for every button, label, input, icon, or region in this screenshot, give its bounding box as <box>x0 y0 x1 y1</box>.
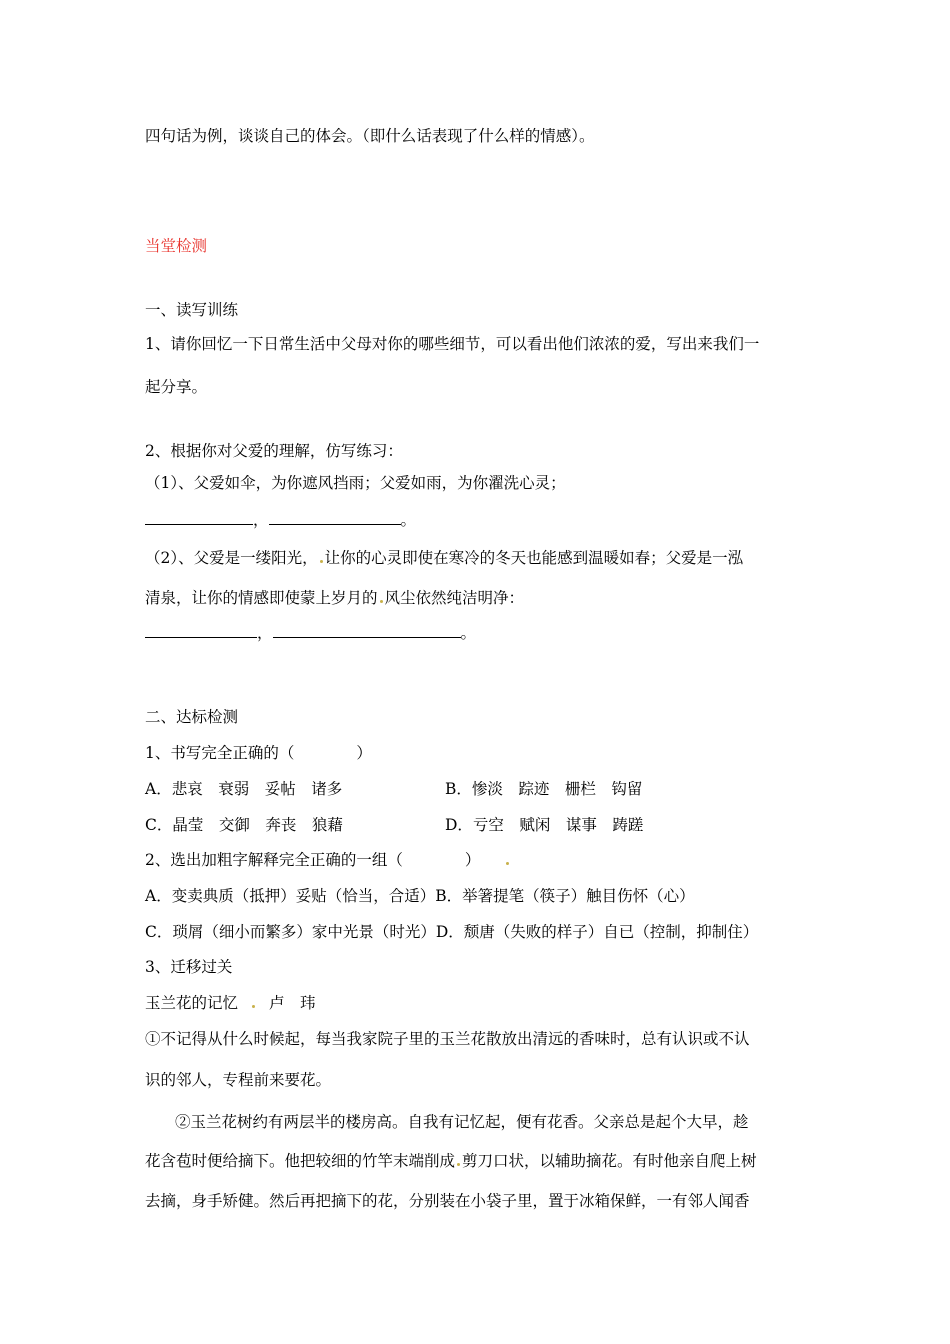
p2-text-b: 剪刀口状，以辅助摘花。有时他亲自爬上树 <box>462 1152 757 1170</box>
q1-options-ab <box>145 779 643 799</box>
sub2-text-d: 风尘依然纯洁明净： <box>384 589 525 607</box>
option-b[interactable]: B．惨淡 踪迹 栅栏 钩留 <box>445 780 643 798</box>
part1-heading: 一、读写训练 <box>145 301 239 319</box>
option-c[interactable]: C．晶莹 交御 奔丧 狼藉 <box>145 816 343 834</box>
paragraph-2-line2 <box>145 1151 757 1171</box>
sub2-text-b: 让你的心灵即使在寒冷的冬天也能感到温暖如春；父爱是一泓 <box>324 549 744 567</box>
answer-blank[interactable] <box>269 510 401 525</box>
q1-options-cd <box>145 815 644 835</box>
part1-sub2-line2 <box>145 588 524 608</box>
article-title: 玉兰花的记忆 <box>145 994 239 1012</box>
q2-text: 2、选出加粗字解释完全正确的一组（ ） <box>145 851 481 869</box>
period: 。 <box>400 511 417 529</box>
decorative-dot <box>252 1005 255 1008</box>
part2-q1: 1、书写完全正确的（ ） <box>145 744 372 762</box>
decorative-dot <box>506 862 509 865</box>
article-title-line <box>145 993 316 1013</box>
article-author: 卢 玮 <box>269 994 316 1012</box>
paragraph-2-line3: 去摘，身手矫健。然后再把摘下的花，分别装在小袋子里，置于冰箱保鲜，一有邻人闻香 <box>145 1192 750 1210</box>
part2-q3: 3、迁移过关 <box>145 958 233 976</box>
part1-sub2-line1 <box>145 548 743 568</box>
q2-options-ab: A．变卖典质（抵押）妥贴（恰当，合适）B．举箸提笔（筷子）触目伤怀（心） <box>145 887 695 905</box>
decorative-dot <box>380 600 383 603</box>
decorative-dot <box>457 1163 460 1166</box>
intro-line: 四句话为例，谈谈自己的体会。（即什么话表现了什么样的情感）。 <box>145 127 595 145</box>
comma: ， <box>253 511 269 529</box>
decorative-dot <box>320 560 323 563</box>
q2-options-cd: C．琐屑（细小而繁多）家中光景（时光）D．颓唐（失败的样子）自已（控制，抑制住） <box>145 923 759 941</box>
p2-text-a: 花含苞时便给摘下。他把较细的竹竿末端削成 <box>145 1152 456 1170</box>
period: 。 <box>460 624 477 642</box>
part2-q2 <box>145 850 511 870</box>
part1-q1-line1: 1、请你回忆一下日常生活中父母对你的哪些细节，可以看出他们浓浓的爱，写出来我们一 <box>145 335 760 353</box>
paragraph-1-line2: 识的邻人，专程前来要花。 <box>145 1071 332 1089</box>
paragraph-2-line1: ②玉兰花树约有两层半的楼房高。自我有记忆起，便有花香。父亲总是起个大早，趁 <box>175 1113 749 1131</box>
part1-q1-line2: 起分享。 <box>145 378 208 396</box>
paragraph-1-line1: ①不记得从什么时候起，每当我家院子里的玉兰花散放出清远的香味时，总有认识或不认 <box>145 1030 750 1048</box>
section-title: 当堂检测 <box>145 237 208 255</box>
answer-line-2[interactable] <box>145 623 476 643</box>
option-a[interactable]: A．悲哀 衰弱 妥帖 诸多 <box>145 780 343 798</box>
option-d[interactable]: D．亏空 赋闲 谋事 踌蹉 <box>445 816 644 834</box>
part1-sub1: （1）、父爱如伞，为你遮风挡雨；父爱如雨，为你濯洗心灵； <box>145 474 566 492</box>
answer-blank[interactable] <box>145 623 257 638</box>
part1-q2: 2、根据你对父爱的理解，仿写练习： <box>145 442 403 460</box>
answer-blank[interactable] <box>145 510 253 525</box>
answer-blank[interactable] <box>273 623 461 638</box>
part2-heading: 二、达标检测 <box>145 708 239 726</box>
sub2-text-a: （2）、父爱是一缕阳光， <box>145 549 318 567</box>
sub2-text-c: 清泉，让你的情感即使蒙上岁月的 <box>145 589 378 607</box>
answer-line-1[interactable] <box>145 510 416 530</box>
comma: ， <box>257 624 273 642</box>
